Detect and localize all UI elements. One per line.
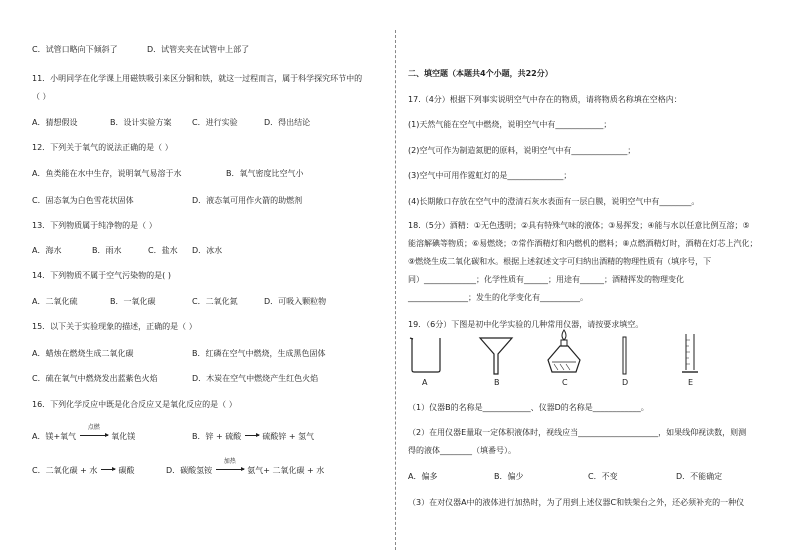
q18-line-4: 同）_____________；化学性质有______；用途有______；酒精挥发的物理变化 — [408, 275, 684, 284]
q12-stem: 12．下列关于氧气的说法正确的是（ ） — [32, 143, 173, 152]
reaction-arrow — [245, 432, 259, 442]
q11-stem: 11．小明同学在化学课上用磁铁吸引来区分铜和铁，就这一过程而言，属于科学探究环节中的 — [32, 74, 363, 83]
instrument-label-c: C — [562, 378, 568, 387]
q16-stem: 16．下列化学反应中既是化合反应又是氧化反应的是（ ） — [32, 400, 237, 409]
q13-option-d: D．冰水 — [192, 246, 223, 255]
q17-stem: 17.（4分）根据下列事实说明空气中存在的物质，请将物质名称填在空格内： — [408, 95, 682, 104]
q11-option-d: D．得出结论 — [264, 118, 311, 127]
q13-option-c: C．盐水 — [148, 246, 178, 255]
q15-option-c: C．硫在氧气中燃烧发出蓝紫色火焰 — [32, 374, 158, 383]
q11-option-a: A．猜想假设 — [32, 118, 78, 127]
q13-option-b: B．雨水 — [92, 246, 122, 255]
reaction-arrow — [80, 424, 108, 442]
reaction-arrow — [101, 466, 115, 476]
q19-item-2: （2）在用仪器E量取一定体积液体时，视线应当____________________，如果线仰视读数，则测 — [408, 428, 747, 437]
q14-stem: 14．下列物质不属于空气污染物的是( ) — [32, 271, 171, 280]
q16-option-d — [166, 458, 325, 476]
q16-c-products: 碳酸 — [118, 466, 135, 475]
q18-line-5: _______________；发生的化学变化有__________。 — [408, 293, 588, 302]
q16-a-products: 氧化镁 — [111, 432, 136, 441]
graduated-cylinder-icon — [680, 332, 702, 376]
q16-d-products: 氨气+ 二氧化碳 + 水 — [247, 466, 325, 475]
column-divider — [395, 30, 396, 550]
q19-option-d: D．不能确定 — [676, 472, 723, 481]
q15-option-d: D．木炭在空气中燃烧产生红色火焰 — [192, 374, 319, 383]
reaction-arrow — [216, 458, 244, 476]
instrument-label-b: B — [494, 378, 500, 387]
q14-option-a: A．二氧化硫 — [32, 297, 78, 306]
alcohol-lamp-icon — [544, 328, 584, 374]
q18-line-3: ⑨燃烧生成二氧化碳和水。根据上述叙述文字可归纳出酒精的物理性质有（填序号，下 — [408, 257, 712, 266]
glass-rod-icon — [620, 336, 630, 376]
q13-option-a: A．海水 — [32, 246, 62, 255]
q12-option-c: C．固态氧为白色雪花状固体 — [32, 196, 134, 205]
q19-option-a: A．偏多 — [408, 472, 438, 481]
instrument-label-d: D — [622, 378, 629, 387]
q19-item-1: （1）仪器B的名称是____________、仪器D的名称是____________。 — [408, 403, 649, 412]
q16-option-b — [192, 432, 314, 442]
q16-option-a — [32, 424, 136, 442]
instrument-label-e: E — [688, 378, 694, 387]
reaction-condition: 点燃 — [87, 424, 100, 431]
q11-blank: （ ） — [32, 92, 51, 101]
q10-option-c: C．试管口略向下倾斜了 — [32, 45, 118, 54]
q17-item-1: (1)天然气能在空气中燃烧，说明空气中有____________； — [408, 120, 612, 129]
q12-option-a: A．鱼类能在水中生存，说明氧气易溶于水 — [32, 169, 182, 178]
q19-option-b: B．偏少 — [494, 472, 524, 481]
q16-c-reactants: C．二氧化碳 + 水 — [32, 466, 98, 475]
q15-option-a: A．蜡烛在燃烧生成二氧化碳 — [32, 349, 134, 358]
q12-option-b: B．氧气密度比空气小 — [226, 169, 304, 178]
q19-item-2-cont: 得的液体________（填番号）。 — [408, 446, 516, 455]
q17-item-2: (2)空气可作为制造氮肥的原料，说明空气中有______________； — [408, 146, 636, 155]
q18-line-2: 能溶解碘等物质；⑥易燃烧；⑦常作酒精灯和内燃机的燃料；⑧点燃酒精灯时，酒精在灯芯上汽化； — [408, 239, 758, 248]
q16-a-reactants: A．镁+氧气 — [32, 432, 77, 441]
instrument-label-a: A — [422, 378, 428, 387]
q17-item-4: (4)长期敞口存放在空气中的澄清石灰水表面有一层白膜，说明空气中有________。 — [408, 197, 700, 206]
q14-option-d: D．可吸入颗粒物 — [264, 297, 327, 306]
q12-option-d: D．液态氧可用作火箭的助燃剂 — [192, 196, 303, 205]
q17-item-3: (3)空气中可用作霓虹灯的是______________； — [408, 171, 572, 180]
q16-option-c — [32, 466, 134, 476]
q11-option-b: B．设计实验方案 — [110, 118, 172, 127]
q16-b-reactants: B．锌 + 硫酸 — [192, 432, 242, 441]
q15-option-b: B．红磷在空气中燃烧，生成黑色固体 — [192, 349, 326, 358]
funnel-icon — [478, 336, 514, 376]
q11-option-c: C．进行实验 — [192, 118, 238, 127]
section-2-heading: 二、填空题（本题共4个小题，共22分） — [408, 69, 553, 78]
q19-option-c: C．不变 — [588, 472, 618, 481]
reaction-condition: 加热 — [223, 458, 236, 465]
q14-option-c: C．二氧化氮 — [192, 297, 238, 306]
q19-item-3: （3）在对仪器A中的液体进行加热时，为了用到上述仪器C和铁架台之外，还必须补充的一种仪 — [408, 498, 745, 507]
q13-stem: 13．下列物质属于纯净物的是（ ） — [32, 221, 157, 230]
beaker-icon — [408, 336, 448, 374]
q16-d-reactants: D．碳酸氢铵 — [166, 466, 213, 475]
q18-line-1: 18.（5分）酒精：①无色透明；②具有特殊气味的液体；③易挥发；④能与水以任意比例互溶；⑤ — [408, 221, 750, 230]
q10-option-d: D．试管夹夹在试管中上部了 — [147, 45, 250, 54]
q19-stem: 19．（6分）下图是初中化学实验的几种常用仪器，请按要求填空。 — [408, 320, 644, 329]
q15-stem: 15．以下关于实验现象的描述，正确的是（ ） — [32, 322, 197, 331]
q16-b-products: 硫酸锌 + 氢气 — [262, 432, 315, 441]
q14-option-b: B．一氧化碳 — [110, 297, 156, 306]
